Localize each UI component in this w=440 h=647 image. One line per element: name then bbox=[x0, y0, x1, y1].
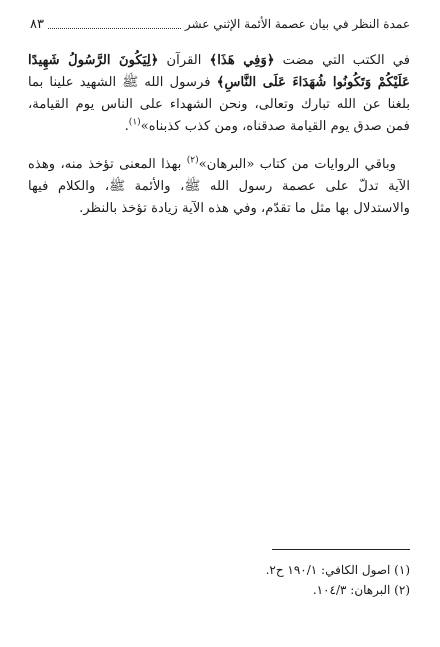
footnote-ref-1[interactable]: (١) bbox=[128, 117, 141, 128]
footnote-1: (١) اصول الكافي: ١٩٠/١ ح٢. bbox=[265, 563, 410, 577]
header-dot-leader bbox=[48, 20, 181, 29]
paragraph-1 bbox=[28, 50, 410, 138]
quran-quote-1: ﴿وَفِي هَذَا﴾ bbox=[209, 53, 275, 68]
footnotes bbox=[30, 560, 410, 600]
paragraph-1-text-3: فرسول الله ﷺ الشهيد علينا بما بلغنا عن الله تبارك وتعالى، ونحن الشهداء على الناس يوم القيامة، فمن صدق يوم القيامة صدقناه، ومن كذب كذبناه» bbox=[28, 75, 410, 134]
paragraph-2-text-2: بهذا المعنى تؤخذ منه، وهذه الآية تدلّ على عصمة رسول الله ﷺ، والأئمة ﷺ، والكلام فيها والاستدلال بها مثل ما تقدّم، وفي هذه الآية زيادة تؤخذ بالنظر. bbox=[28, 157, 410, 216]
page-number: ٨٣ bbox=[30, 16, 44, 32]
running-title: عمدة النظر في بيان عصمة الأئمة الإثني عشر bbox=[184, 17, 410, 31]
footnote-ref-2[interactable]: (٢) bbox=[186, 155, 199, 166]
paragraph-1-text-2: القرآن bbox=[158, 53, 210, 68]
paragraph-1-text-4: . bbox=[124, 119, 129, 134]
paragraph-2 bbox=[28, 154, 410, 220]
main-text bbox=[28, 50, 410, 220]
quran-quote-2: ﴿لِيَكُونَ الرَّسُولُ شَهِيدًا عَلَيْكُمْ وَتَكُونُوا شُهَدَاءَ عَلَى النَّاسِ﴾ bbox=[28, 53, 410, 90]
footnote-2: (٢) البرهان: ١٠٤/٣. bbox=[312, 583, 410, 597]
running-header bbox=[30, 14, 410, 34]
paragraph-2-text-1: وباقي الروايات من كتاب «البرهان» bbox=[198, 157, 396, 172]
paragraph-1-text-1: في الكتب التي مضت bbox=[274, 53, 410, 68]
footnote-separator bbox=[272, 549, 410, 550]
